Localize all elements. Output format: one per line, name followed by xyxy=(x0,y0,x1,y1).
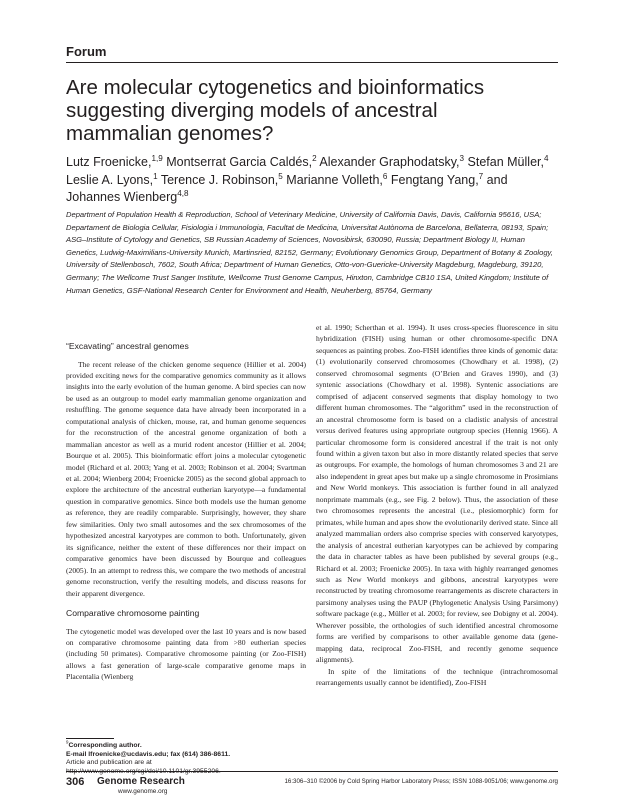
author-name: Alexander Graphodatsky, xyxy=(316,155,460,169)
section-heading: Comparative chromosome painting xyxy=(66,608,200,619)
paragraph: et al. 1990; Scherthan et al. 1994). It uses cross-species fluorescence in situ hybridization (FISH) using human or other chromosome-specific DNA sequences as painting probes. Zoo-FISH identifies three kinds of genomic data: (1) evolutionarily conserved chromosomes (Chowdhary et al. 1998), (2) conserved chromosomal segments (O’Brien and Graves 1990), and (3) syntenic associations (Chowdhary et al. 1998). Syntenic associations are comprised of adjacent conserved segments that display homology to two different human chromosomes. The “algorithm” used in the reconstruction of an ancestral chromosome form is based on a cladistic analysis of ancestral versus derived features using appropriate outgroup species (Hennig 1966). A particular chromosome form is considered ancestral if the trait is not only found within a given taxon but also in more distantly related species that serve as outgroups. For example, the homologs of human chromosomes 3 and 21 are also independent in great apes but make up a single chromosome in Prosimians and New World monkeys. This association is further found in all analyzed nonprimate mammals (e.g., see Fig. 2 below). Thus, the association of these two chromosomes represents the ancestral (i.e., plesiomorphic) form for primates, while human and apes show the evolutionarily derived state. Since all analyzed mammalian orders also comprise species with conserved karyotypes, the analysis of ancestral eutherian karyotypes can be achieved by comparing the data in character tables as have been published by several groups (e.g., Richard et al. 2003; Froenicke 2005). In taxa with highly rearranged genomes such as New World monkeys and gibbons, ancestral karyotypes were reconstructed by treating chromosome rearrangements as discrete characters in parsimony analyses using the PAUP (Phylogenetic Analysis Using Parsimony) software package (e.g., Müller et al. 2003; for review, see Dobigny et al. 2004). Wherever possible, the orthologies of such identified ancestral chromosome forms are verified by comparisons to other available genome data (gene-mapping data, reciprocal Zoo-FISH, and recently genome sequence alignments). xyxy=(316,323,558,665)
footnote-rule xyxy=(66,738,114,739)
author-affil-sup: 4 xyxy=(543,153,549,163)
article-title: Are molecular cytogenetics and bioinformatics suggesting diverging models of ancestral mammalian genomes? xyxy=(66,76,485,145)
paragraph: In spite of the limitations of the technique (intrachromosomal rearrangements usually cannot be identified), Zoo-FISH xyxy=(316,666,558,688)
section-heading: “Excavating” ancestral genomes xyxy=(66,341,189,351)
footer-rule xyxy=(66,771,558,772)
author-name: Lutz Froenicke, xyxy=(66,155,152,169)
correspondence-email: E-mail lfroenicke@ucdavis.edu; fax (614) 386-8611. xyxy=(66,750,231,758)
corresponding-author-label: $^9$Corresponding author. xyxy=(66,739,142,749)
author-name: Fengtang Yang, xyxy=(387,172,479,187)
author-name: Marianne Volleth, xyxy=(282,172,383,187)
section-label: Forum xyxy=(66,44,107,59)
header-rule xyxy=(66,62,558,63)
author-name: Terence J. Robinson, xyxy=(157,172,279,187)
author-affil-sup: 3 xyxy=(459,153,465,163)
affiliations: Department of Population Health & Reproduction, School of Veterinary Medicine, University of California Davis, Davis, California 95616, USA; Departament de Biologia Cellular, Fisiologia i Immunologia, Facultat de Medicina, Universitat Autònoma de Barcelona, Bellaterra, 08193, Spain; ASG–Institute of Cytology and Genetics, SB Russian Academy of Sciences, Novosibirsk, 630090, Russia; Department Biology II, Human Genetics, Ludwig-Maximilians-University Munich, Martinsried, 82152, Germany; Evolutionary Genomics Group, Department of Botany & Zoology, University of Stellenbosch, 7602, South Africa; Department of Human Genetics, Otto-von-Guericke-University Magdeburg, Magdeburg, 39120, Germany; The Wellcome Trust Sanger Institute, Wellcome Trust Genome Campus, Hinxton, Cambridge CB10 1SA, United Kingdom; Institute of Human Genetics, GSF-National Research Center for Environment and Health, Neuherberg, 85764, Germany xyxy=(66,210,553,295)
column-left xyxy=(66,338,306,683)
copyright-line: 16:306–310 ©2006 by Cold Spring Harbor Laboratory Press; ISSN 1088-9051/06; www.genome.org xyxy=(284,778,558,785)
column-right xyxy=(316,322,558,689)
author-name: and Johannes Wienberg xyxy=(66,172,508,204)
author-affil-sup: 4,8 xyxy=(177,188,189,198)
author-affil-sup: 7 xyxy=(478,171,484,181)
author-name: Montserrat Garcia Caldés, xyxy=(162,155,313,169)
journal-name: Genome Research xyxy=(97,776,185,787)
paragraph: The cytogenetic model was developed over the last 10 years and is now based on comparative chromosome painting data from >80 eutherian species (including 50 primates). Comparative chromosome painting (or Zoo-FISH) allows a fast generation of large-scale comparative genome maps in Placentalia (Wienberg xyxy=(66,626,306,682)
page-number: 306 xyxy=(66,776,85,788)
author-affil-sup: 1 xyxy=(153,171,158,181)
author-affil-sup: 1,9 xyxy=(151,153,163,163)
author-name: Leslie A. Lyons, xyxy=(66,172,154,187)
journal-url[interactable]: www.genome.org xyxy=(118,788,168,795)
author-name: Stefan Müller, xyxy=(464,155,544,169)
article-url: Article and publication are at http://www.genome.org/cgi/doi/10.1101/gr.3955206. xyxy=(66,759,221,775)
paragraph: The recent release of the chicken genome sequence (Hillier et al. 2004) provided exciting news for the comparative genomics community as it allows insights into the early evolution of the human genome. A bird species can now be used as an outgroup to model early mammalian genome organization and reshuffling. The genome sequence data have already been incorporated in a computational analysis of chicken, mouse, rat, and human genome sequences for the reconstruction of the ancestral genome organization of both a mammalian ancestor as well as a murid rodent ancestor (Hillier et al. 2004; Bourque et al. 2005). This bioinformatic effort joins a molecular cytogenetic model (Richard et al. 2003; Yang et al. 2003; Robinson et al. 2004; Svartman et al. 2004; Wienberg 2004; Froenicke 2005) as the second global approach to explore the architecture of the ancestral eutherian karyotype—a fundamental question in comparative genomics. Since both models use the human genome as reference, they are readily comparable. Surprisingly, however, they share few similarities. Only two small autosomes and the sex chromosomes of the hypothesized ancestral karyotypes are common to both. Unfortunately, given its significance, neither the extent of these differences nor their impact on comparative genomics have been discussed by Bourque and colleagues (2005). In an attempt to redress this, we compare the two methods of ancestral genome reconstruction, verify the resulting models, and discuss reasons for their apparent divergence. xyxy=(66,359,306,598)
author-affil-sup: 5 xyxy=(278,171,283,181)
author-affil-sup: 6 xyxy=(382,171,388,181)
author-list xyxy=(66,154,558,207)
author-affil-sup: 2 xyxy=(312,153,317,163)
